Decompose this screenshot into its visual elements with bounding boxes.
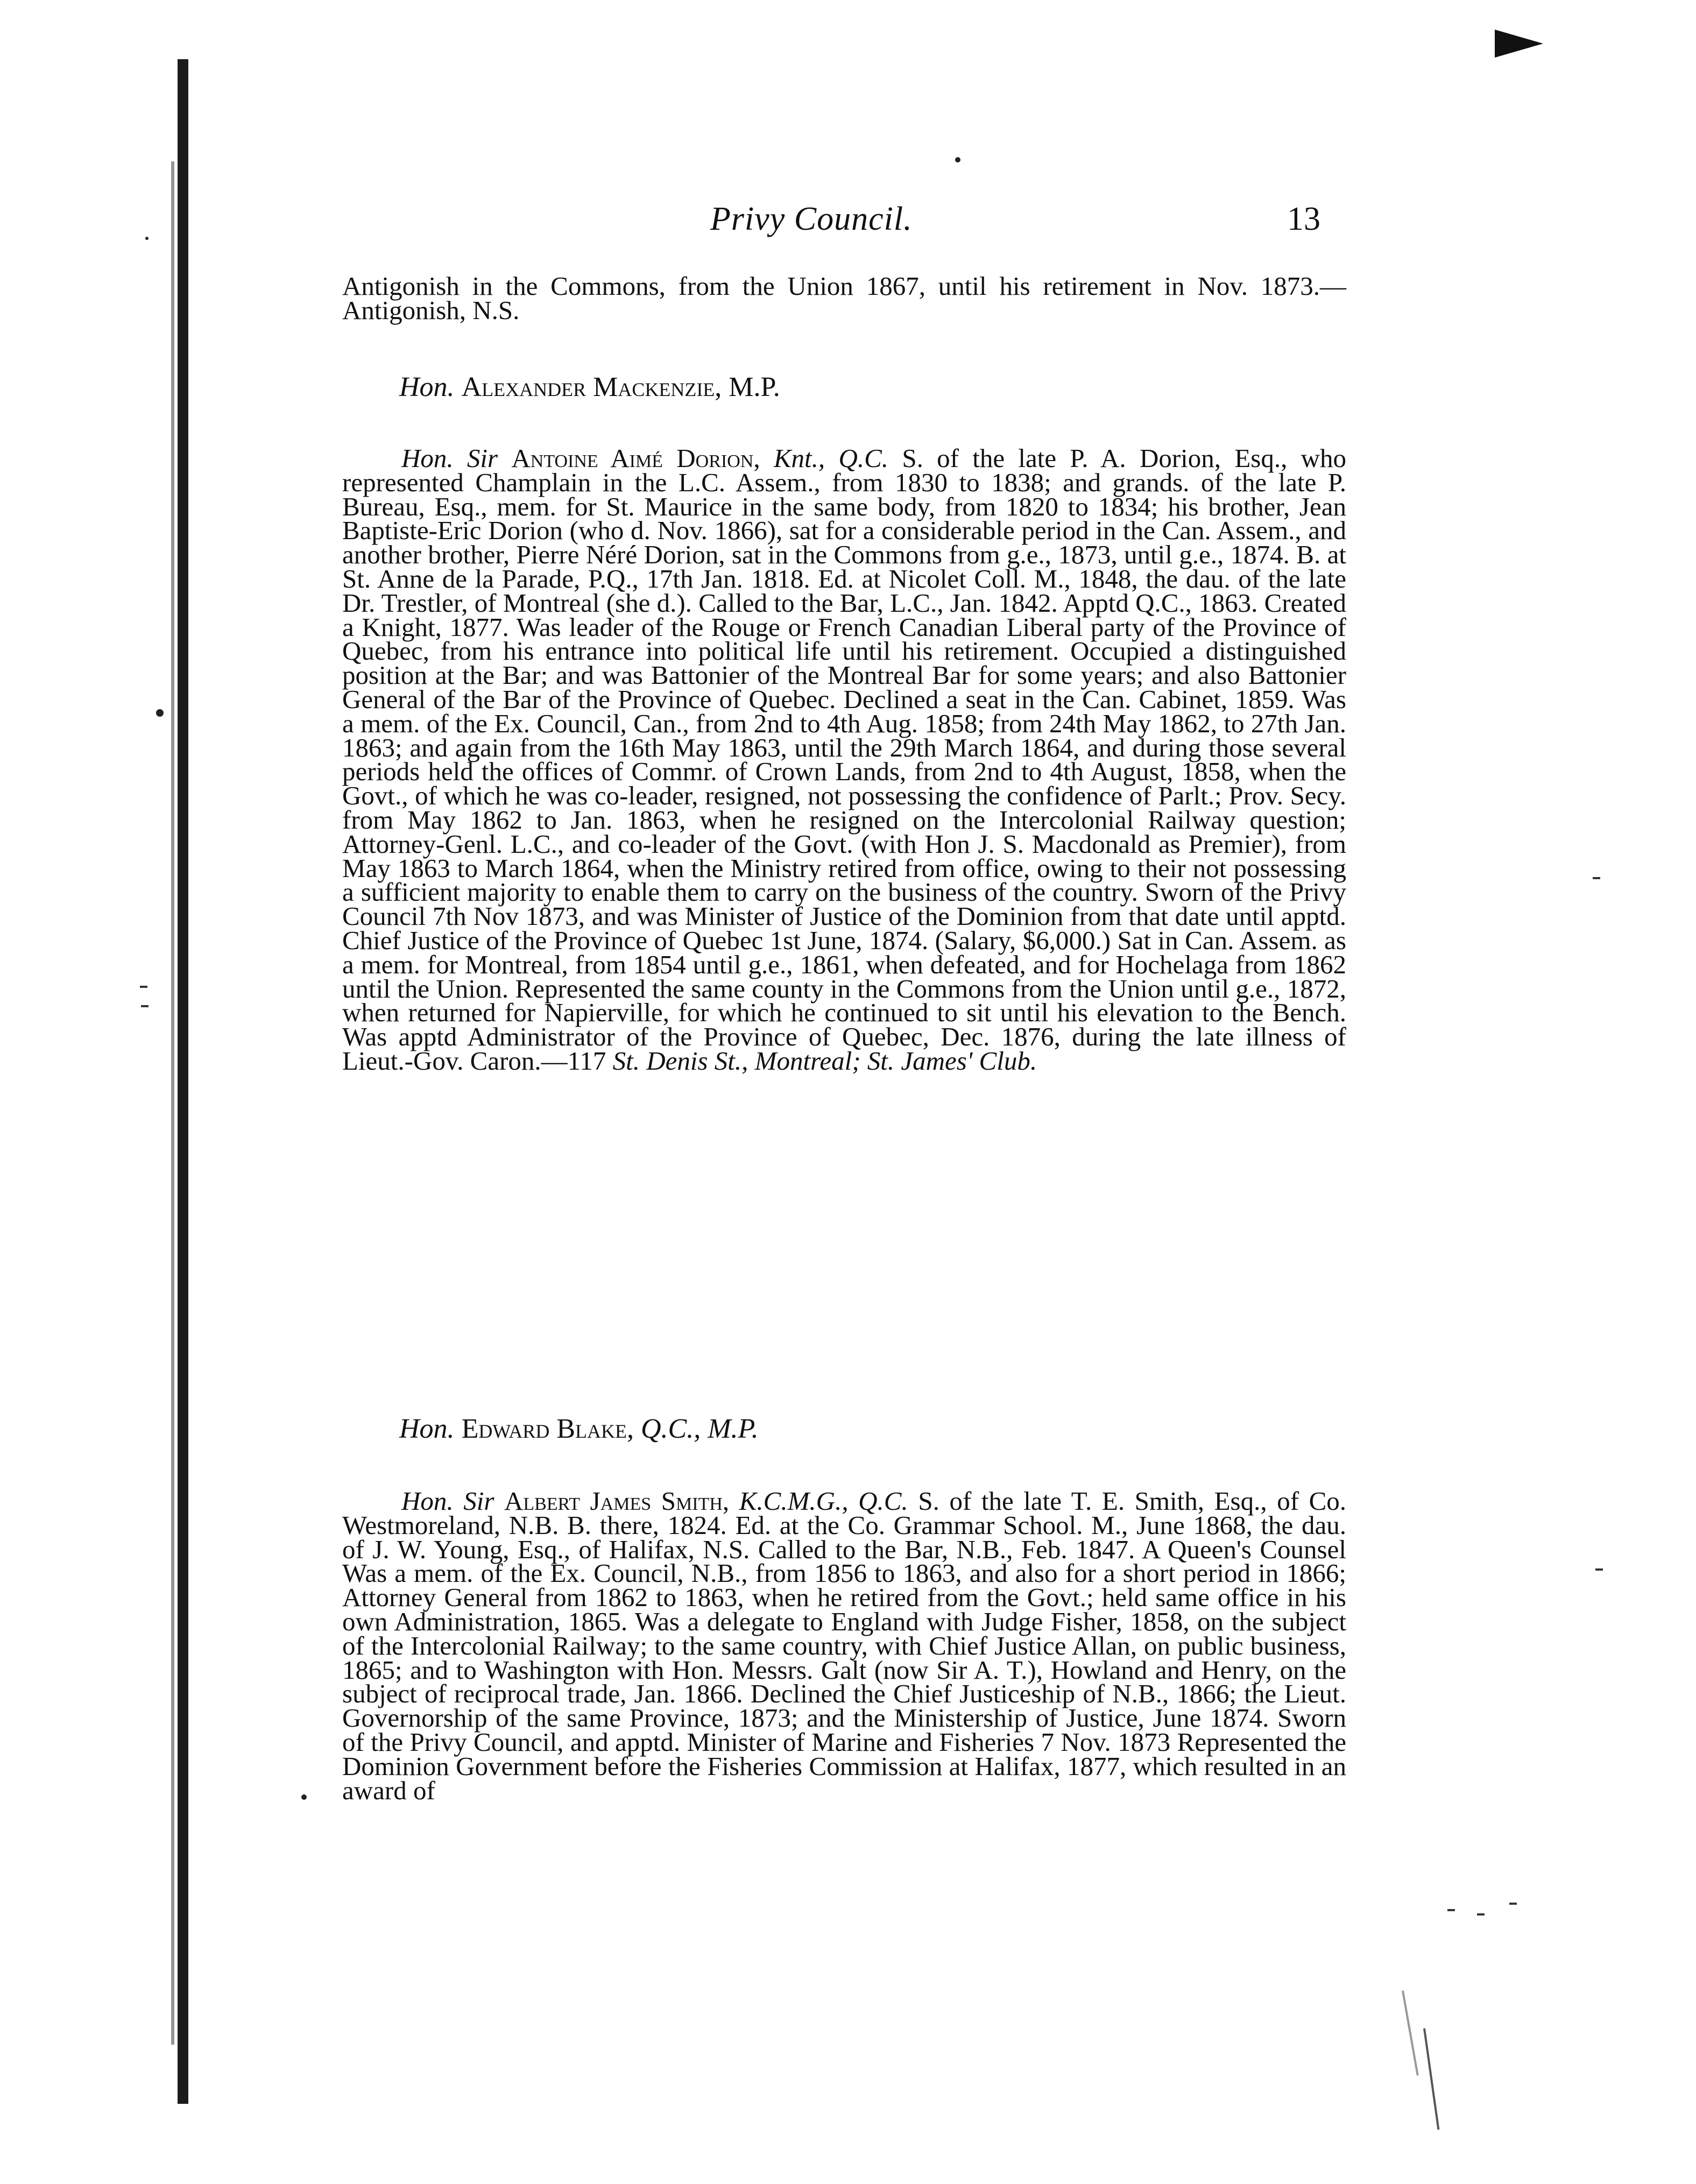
scan-dash bbox=[1593, 877, 1600, 879]
ink-speck bbox=[955, 157, 960, 162]
corner-tab-mark bbox=[1495, 30, 1543, 58]
heading-suffix: M.P. bbox=[729, 372, 780, 402]
scan-dash bbox=[1595, 1568, 1603, 1571]
scan-dash bbox=[140, 986, 147, 988]
scan-scratch bbox=[1423, 2028, 1439, 2130]
page-number: 13 bbox=[1287, 201, 1320, 237]
ink-speck bbox=[301, 1794, 307, 1800]
scan-dash bbox=[1477, 1913, 1485, 1916]
entry-biography: S. of the late T. E. Smith, Esq., of Co. Westmoreland, N.B. B. there, 1824. Ed. at the Co. Grammar School. M., June 1868, the dau. of J. W. Young, Esq., of Halifax, N.S. Called to the Bar, N.B., Feb. 1847. A Queen's Counsel Was a mem. of the Ex. Council, N.B., from 1856 to 1863, and also for a short period in 1866; Attorney General from 1862 to 1863, when he retired from the Govt.; held same office in his own Administration, 1865. Was a delegate to England with Judge Fisher, 1858, on the subject of the Intercolonial Railway; to the same country, with Chief Justice Allan, on public business, 1865; and to Washington with Hon. Messrs. Galt (now Sir A. T.), Howland and Henry, on the subject of reciprocal trade, Jan. 1866. Declined the Chief Justiceship of N.B., 1866; the Lieut. Governorship of the same Province, 1873; and the Ministership of Justice, June 1874. Sworn of the Privy Council, and apptd. Minister of Marine and Fisheries 7 Nov. 1873 Represented the Dominion Government before the Fisheries Commission at Halifax, 1877, which resulted in an award of bbox=[342, 1486, 1347, 1805]
entry-heading-blake bbox=[399, 1413, 759, 1445]
running-title: Privy Council. bbox=[710, 201, 913, 237]
ink-speck bbox=[145, 237, 149, 240]
entry-name: Antoine Aimé Dorion, bbox=[511, 443, 760, 473]
entry-biography: S. of the late P. A. Dorion, Esq., who represented Champlain in the L.C. Assem., from 1830 to 1838; and grands. of the late P. Bureau, Esq., mem. for St. Maurice in the same body, from 1820 to 1834; his brother, Jean Baptiste-Eric Dorion (who d. Nov. 1866), sat for a considerable period in the Can. Assem., and another brother, Pierre Néré Dorion, sat in the Commons from g.e., 1873, until g.e., 1874. B. at St. Anne de la Parade, P.Q., 17th Jan. 1818. Ed. at Nicolet Coll. M., 1848, the dau. of the late Dr. Trestler, of Montreal (she d.). Called to the Bar, L.C., Jan. 1842. Apptd Q.C., 1863. Created a Knight, 1877. Was leader of the Rouge or French Canadian Liberal party of the Province of Quebec, from his entrance into political life until his retirement. Occupied a distinguished position at the Bar; and was Battonier of the Montreal Bar for some years; and also Battonier General of the Bar of the Province of Quebec. Declined a seat in the Can. Cabinet, 1859. Was a mem. of the Ex. Council, Can., from 2nd to 4th Aug. 1858; from 24th May 1862, to 27th Jan. 1863; and again from the 16th May 1863, until the 29th March 1864, and during those several periods held the offices of Commr. of Crown Lands, from 2nd to 4th August, 1858, when the Govt., of which he was co-leader, resigned, not possessing the confidence of Parlt.; Prov. Secy. from May 1862 to Jan. 1863, when he resigned on the Intercolonial Railway question; Attorney-Genl. L.C., and co-leader of the Govt. (with Hon J. S. Macdonald as Premier), from May 1863 to March 1864, when the Ministry retired from office, owing to their not possessing a sufficient majority to enable them to carry on the business of the country. Sworn of the Privy Council 7th Nov 1873, and was Minister of Justice of the Dominion from that date until apptd. Chief Justice of the Province of Quebec 1st June, 1874. (Salary, $6,000.) Sat in Can. Assem. as a mem. for Montreal, from 1854 until g.e., 1861, when defeated, and for Hochelaga from 1862 until the Union. Represented the same county in the Commons from the Union until g.e., 1872, when returned for Napierville, for which he continued to sit until his elevation to the Bench. Was apptd Administrator of the Province of Quebec, Dec. 1876, during the late illness of Lieut.-Gov. Caron.—117 bbox=[342, 443, 1346, 1076]
entry-name: Albert James Smith, bbox=[504, 1486, 730, 1516]
entry-heading-mackenzie bbox=[399, 371, 780, 403]
scan-dash bbox=[141, 1005, 149, 1007]
binding-shadow bbox=[178, 59, 188, 2104]
scan-dash bbox=[1509, 1903, 1517, 1905]
continued-text: Antigonish in the Commons, from the Union 1867, until his retirement in Nov. 1873.—Antigonish, N.S. bbox=[342, 271, 1346, 325]
continued-paragraph bbox=[342, 271, 1346, 325]
entry-honorific: Hon. Sir bbox=[401, 443, 498, 473]
heading-honorific: Hon. bbox=[399, 372, 455, 402]
heading-honorific: Hon. bbox=[399, 1413, 455, 1444]
entry-dorion bbox=[342, 443, 1346, 1076]
binding-shadow-edge bbox=[171, 161, 174, 2045]
entry-style: Knt., Q.C. bbox=[773, 443, 889, 473]
entry-honorific: Hon. Sir bbox=[401, 1486, 494, 1516]
entry-style: K.C.M.G., Q.C. bbox=[739, 1486, 908, 1516]
scan-scratch bbox=[1402, 1990, 1419, 2075]
scan-dash bbox=[1447, 1909, 1455, 1911]
heading-name: Edward Blake, bbox=[461, 1413, 634, 1444]
entry-address: St. Denis St., Montreal; St. James' Club. bbox=[612, 1045, 1037, 1076]
heading-suffix: Q.C., M.P. bbox=[640, 1413, 759, 1444]
heading-name: Alexander Mackenzie, bbox=[461, 372, 722, 402]
entry-smith bbox=[342, 1486, 1347, 1805]
ink-speck bbox=[156, 709, 164, 717]
